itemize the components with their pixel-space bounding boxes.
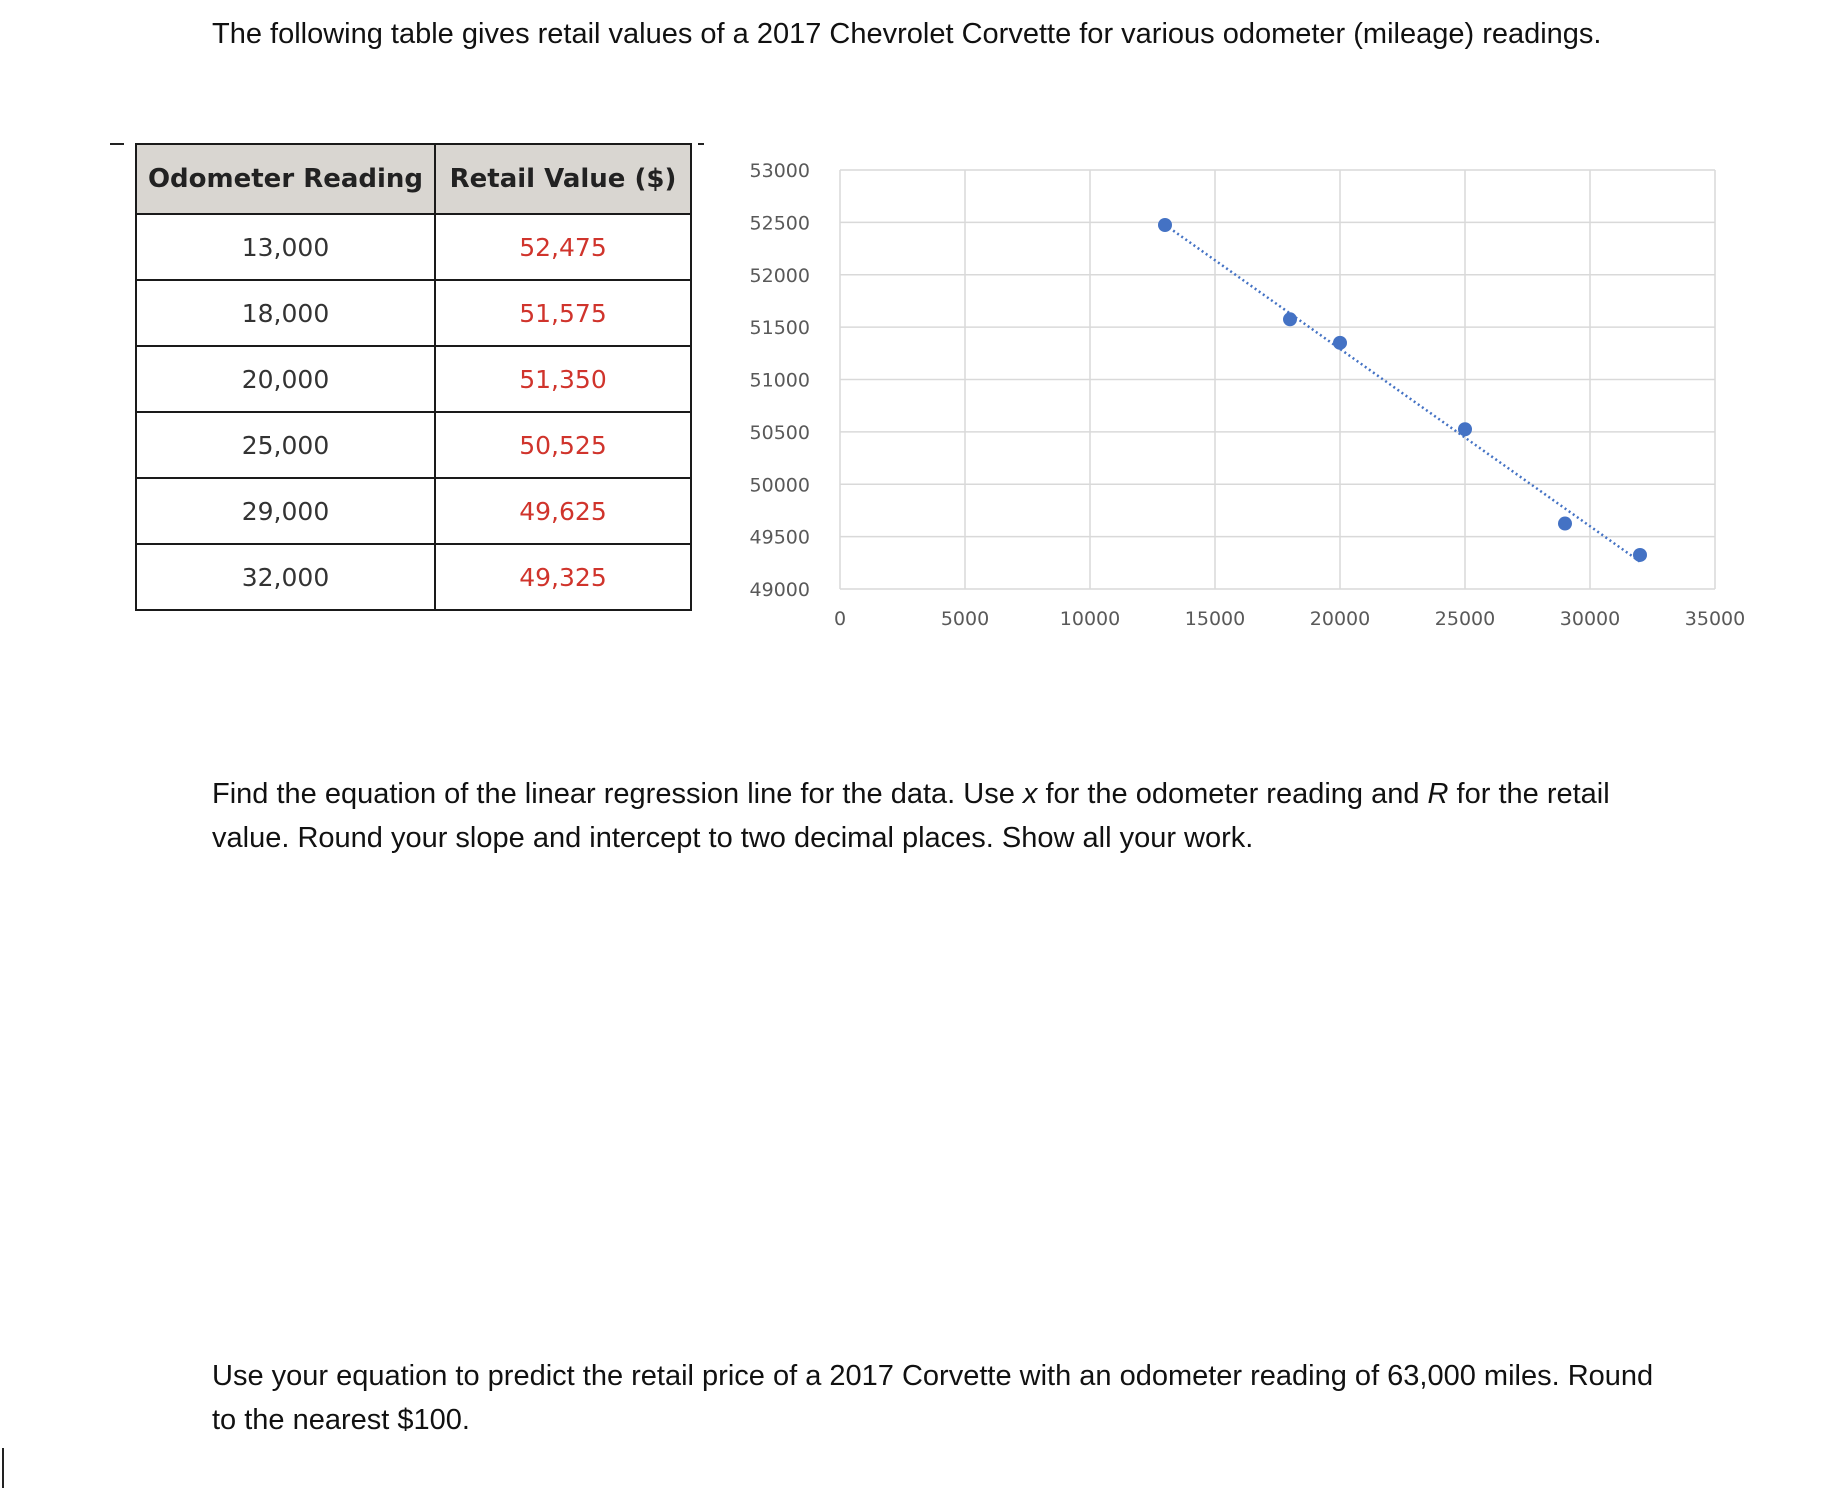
header-retail-value: Retail Value ($) bbox=[435, 144, 691, 214]
odometer-cell: 18,000 bbox=[136, 280, 435, 346]
odometer-cell: 29,000 bbox=[136, 478, 435, 544]
retail-value-cell: 49,625 bbox=[435, 478, 691, 544]
data-point bbox=[1158, 218, 1172, 232]
odometer-cell: 32,000 bbox=[136, 544, 435, 610]
x-tick-label: 35000 bbox=[1684, 608, 1746, 630]
x-tick-label: 20000 bbox=[1309, 608, 1371, 630]
retail-value-cell: 51,350 bbox=[435, 346, 691, 412]
page-mark-left bbox=[2, 1448, 4, 1488]
y-tick-label: 50500 bbox=[749, 421, 810, 444]
q1-var-x: x bbox=[1022, 778, 1038, 810]
odometer-cell: 25,000 bbox=[136, 412, 435, 478]
data-point bbox=[1333, 336, 1347, 350]
odometer-cell: 20,000 bbox=[136, 346, 435, 412]
q1-text-2: for the odometer reading and bbox=[1037, 778, 1428, 810]
x-tick-label: 25000 bbox=[1434, 608, 1496, 630]
retail-value-cell: 50,525 bbox=[435, 412, 691, 478]
retail-value-cell: 49,325 bbox=[435, 544, 691, 610]
data-table bbox=[135, 143, 692, 611]
y-tick-label: 51000 bbox=[749, 369, 810, 392]
data-point bbox=[1558, 517, 1572, 531]
x-tick-label: 15000 bbox=[1184, 608, 1246, 630]
table-row bbox=[136, 478, 691, 544]
table-row bbox=[136, 544, 691, 610]
q1-text-3: for the retail value. Round your slope and intercept to two decimal places. Show all your work. bbox=[212, 778, 1610, 854]
y-tick-label: 49000 bbox=[749, 579, 810, 601]
x-tick-label: 30000 bbox=[1559, 608, 1621, 630]
data-point bbox=[1633, 548, 1647, 562]
table-header-row bbox=[136, 144, 691, 214]
data-point bbox=[1283, 312, 1297, 326]
table-row bbox=[136, 412, 691, 478]
table-row bbox=[136, 214, 691, 280]
data-point bbox=[1458, 422, 1472, 436]
page-mark-top-right bbox=[698, 143, 704, 145]
x-tick-label: 5000 bbox=[940, 608, 990, 630]
y-tick-label: 52000 bbox=[749, 264, 810, 287]
y-tick-label: 49500 bbox=[749, 526, 810, 549]
odometer-cell: 13,000 bbox=[136, 214, 435, 280]
y-tick-label: 52500 bbox=[749, 212, 810, 235]
x-tick-label: 10000 bbox=[1059, 608, 1121, 630]
q1-var-r: R bbox=[1427, 778, 1449, 810]
scatter-chart bbox=[735, 150, 1755, 650]
y-tick-label: 50000 bbox=[749, 474, 810, 497]
table-row bbox=[136, 346, 691, 412]
retail-value-cell: 51,575 bbox=[435, 280, 691, 346]
intro-text: The following table gives retail values of a 2017 Chevrolet Corvette for various odometer (mileage) readings. bbox=[212, 18, 1602, 50]
page-mark-top-left bbox=[110, 143, 124, 145]
x-tick-label: 0 bbox=[833, 608, 847, 630]
y-tick-label: 53000 bbox=[749, 160, 810, 182]
question-regression bbox=[212, 772, 1662, 860]
header-odometer: Odometer Reading bbox=[136, 144, 435, 214]
retail-value-cell: 52,475 bbox=[435, 214, 691, 280]
y-tick-label: 51500 bbox=[749, 317, 810, 340]
q1-text-1: Find the equation of the linear regression line for the data. Use bbox=[212, 778, 1023, 810]
question-prediction: Use your equation to predict the retail price of a 2017 Corvette with an odometer reading of 63,000 miles. Round to the nearest $100. bbox=[212, 1360, 1654, 1436]
table-row bbox=[136, 280, 691, 346]
